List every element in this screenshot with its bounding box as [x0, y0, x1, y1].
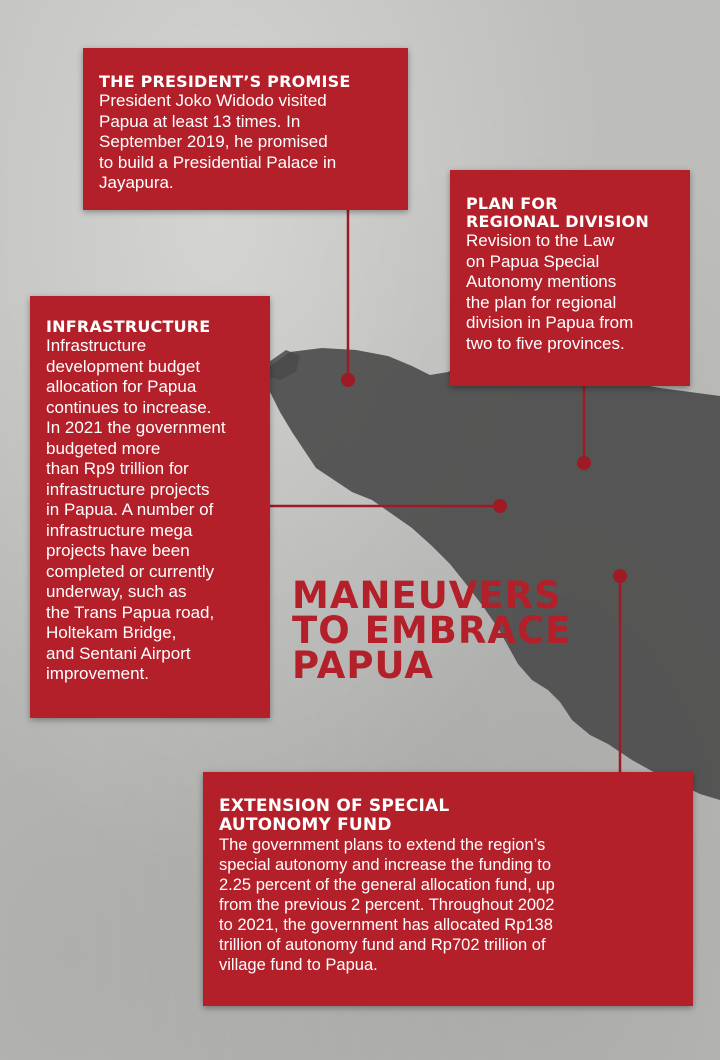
title-line: PLAN FOR — [466, 194, 558, 213]
text-line: underway, such as — [46, 582, 187, 601]
president-promise-box — [83, 48, 408, 210]
text-line: to 2021, the government has allocated Rp138 — [219, 916, 553, 934]
text-line: Infrastructure — [46, 336, 147, 355]
text-line: trillion of autonomy fund and Rp702 trillion of — [219, 936, 546, 954]
connector-dot-regional — [577, 456, 591, 470]
connector-dot-fund — [613, 569, 627, 583]
text-line: special autonomy and increase the funding to — [219, 856, 552, 874]
infrastructure-title: INFRASTRUCTURE — [46, 317, 211, 336]
title-line: AUTONOMY FUND — [219, 815, 392, 835]
president-promise-title: THE PRESIDENT’S PROMISE — [99, 72, 351, 91]
headline-line: PAPUA — [292, 644, 435, 687]
text-line: Holtekam Bridge, — [46, 623, 177, 642]
president-promise-text — [99, 91, 392, 194]
text-line: Jayapura. — [99, 173, 174, 192]
headline — [292, 574, 572, 687]
connector-dot-president — [341, 373, 355, 387]
regional-division-text — [466, 231, 674, 354]
text-line: division in Papua from — [466, 313, 634, 332]
text-line: the Trans Papua road, — [46, 602, 215, 622]
text-line: President Joko Widodo visited — [99, 91, 327, 110]
text-line: and Sentani Airport — [46, 643, 191, 663]
text-line: projects have been — [46, 541, 190, 560]
text-line: infrastructure projects — [46, 479, 210, 499]
text-line: In 2021 the government — [46, 418, 226, 437]
text-line: the plan for regional — [466, 292, 617, 312]
text-line: infrastructure mega — [46, 520, 193, 540]
text-line: The government plans to extend the region’s — [219, 836, 546, 854]
text-line: development budget — [46, 356, 201, 376]
autonomy-fund-box — [203, 772, 693, 1006]
text-line: Papua at least 13 times. In — [99, 111, 301, 131]
text-line: 2.25 percent of the general allocation fund, up — [219, 876, 555, 894]
text-line: completed or currently — [46, 561, 215, 581]
infrastructure-box — [30, 296, 270, 718]
text-line: Autonomy mentions — [466, 272, 617, 291]
text-line: to build a Presidential Palace in — [99, 152, 337, 172]
regional-division-title — [466, 195, 674, 231]
text-line: continues to increase. — [46, 397, 212, 417]
infrastructure-text — [46, 336, 254, 685]
text-line: village fund to Papua. — [219, 956, 378, 974]
regional-division-box — [450, 170, 690, 386]
title-line: EXTENSION OF SPECIAL — [219, 796, 450, 816]
text-line: Revision to the Law — [466, 231, 615, 250]
text-line: than Rp9 trillion for — [46, 459, 189, 478]
headline-line: MANEUVERS — [292, 574, 562, 617]
text-line: on Papua Special — [466, 251, 600, 271]
connector-dot-infrastructure — [493, 499, 507, 513]
autonomy-fund-text — [219, 835, 677, 975]
text-line: in Papua. A number of — [46, 500, 214, 519]
headline-line: TO EMBRACE — [292, 609, 572, 652]
text-line: improvement. — [46, 664, 149, 683]
text-line: from the previous 2 percent. Throughout 2002 — [219, 896, 555, 914]
text-line: two to five provinces. — [466, 333, 625, 353]
autonomy-fund-title — [219, 797, 677, 835]
title-line: REGIONAL DIVISION — [466, 212, 649, 231]
text-line: budgeted more — [46, 438, 161, 458]
text-line: September 2019, he promised — [99, 132, 328, 151]
text-line: allocation for Papua — [46, 377, 197, 396]
